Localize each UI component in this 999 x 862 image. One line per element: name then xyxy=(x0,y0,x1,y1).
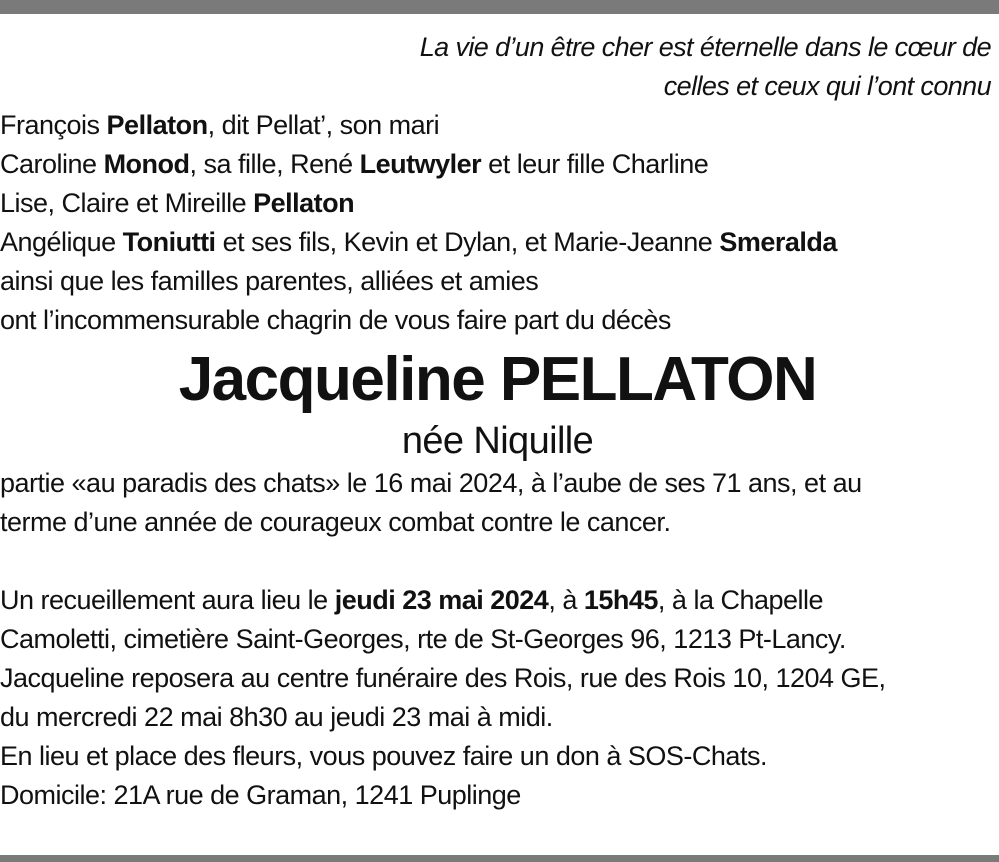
ceremony-line-4: du mercredi 22 mai 8h30 au jeudi 23 mai à midi. xyxy=(0,702,553,732)
paragraph-spacer xyxy=(0,542,995,581)
text: Caroline xyxy=(0,149,104,179)
ceremony-time: 15h45 xyxy=(583,585,658,615)
ceremony-line-5: En lieu et place des fleurs, vous pouvez faire un don à SOS-Chats. xyxy=(0,741,767,771)
top-rule xyxy=(0,0,999,14)
text: et ses fils, Kevin et Dylan, et Marie-Jeanne xyxy=(215,227,720,257)
family-list xyxy=(0,106,995,340)
ceremony-line-2: Camoletti, cimetière Saint-Georges, rte de St-Georges 96, 1213 Pt-Lancy. xyxy=(0,624,846,654)
family-line-4 xyxy=(0,223,995,262)
deceased-name: Jacqueline PELLATON xyxy=(178,345,817,414)
text: , à la Chapelle xyxy=(657,585,824,615)
passing-line-2: terme d’une année de courageux combat contre le cancer. xyxy=(0,507,671,537)
text: et leur fille Charline xyxy=(481,149,709,179)
bottom-rule xyxy=(0,855,999,862)
family-line-2 xyxy=(0,145,995,184)
surname: Pellaton xyxy=(253,188,355,218)
text: Lise, Claire et Mireille xyxy=(0,188,254,218)
text: Un recueillement aura lieu le xyxy=(0,585,335,615)
family-line-1 xyxy=(0,106,995,145)
text: , sa fille, René xyxy=(189,149,360,179)
passing-paragraph xyxy=(0,464,995,542)
passing-line-1: partie «au paradis des chats» le 16 mai 2024, à l’aube de ses 71 ans, et au xyxy=(0,468,862,498)
family-line-5: ainsi que les familles parentes, alliées et amies xyxy=(0,266,539,296)
surname: Monod xyxy=(103,149,190,179)
surname: Toniutti xyxy=(122,227,216,257)
epigraph xyxy=(0,28,995,106)
maiden-name: née Niquille xyxy=(401,420,594,462)
ceremony-line-1 xyxy=(0,581,995,620)
text: , à xyxy=(548,585,584,615)
ceremony-line-3: Jacqueline reposera au centre funéraire des Rois, rue des Rois 10, 1204 GE, xyxy=(0,663,886,693)
surname: Pellaton xyxy=(106,110,208,140)
epigraph-line-2: celles et ceux qui l’ont connu xyxy=(663,71,991,101)
text: Angélique xyxy=(0,227,123,257)
ceremony-paragraph xyxy=(0,581,995,815)
text: , dit Pellat’, son mari xyxy=(207,110,440,140)
text: François xyxy=(0,110,107,140)
epigraph-line-1: La vie d’un être cher est éternelle dans le cœur de xyxy=(419,32,991,62)
family-line-3 xyxy=(0,184,995,223)
family-line-6: ont l’incommensurable chagrin de vous faire part du décès xyxy=(0,305,671,335)
surname: Smeralda xyxy=(719,227,837,257)
ceremony-date: jeudi 23 mai 2024 xyxy=(334,585,549,615)
obituary-notice xyxy=(0,28,995,815)
domicile-line: Domicile: 21A rue de Graman, 1241 Puplinge xyxy=(0,780,521,810)
surname: Leutwyler xyxy=(359,149,482,179)
